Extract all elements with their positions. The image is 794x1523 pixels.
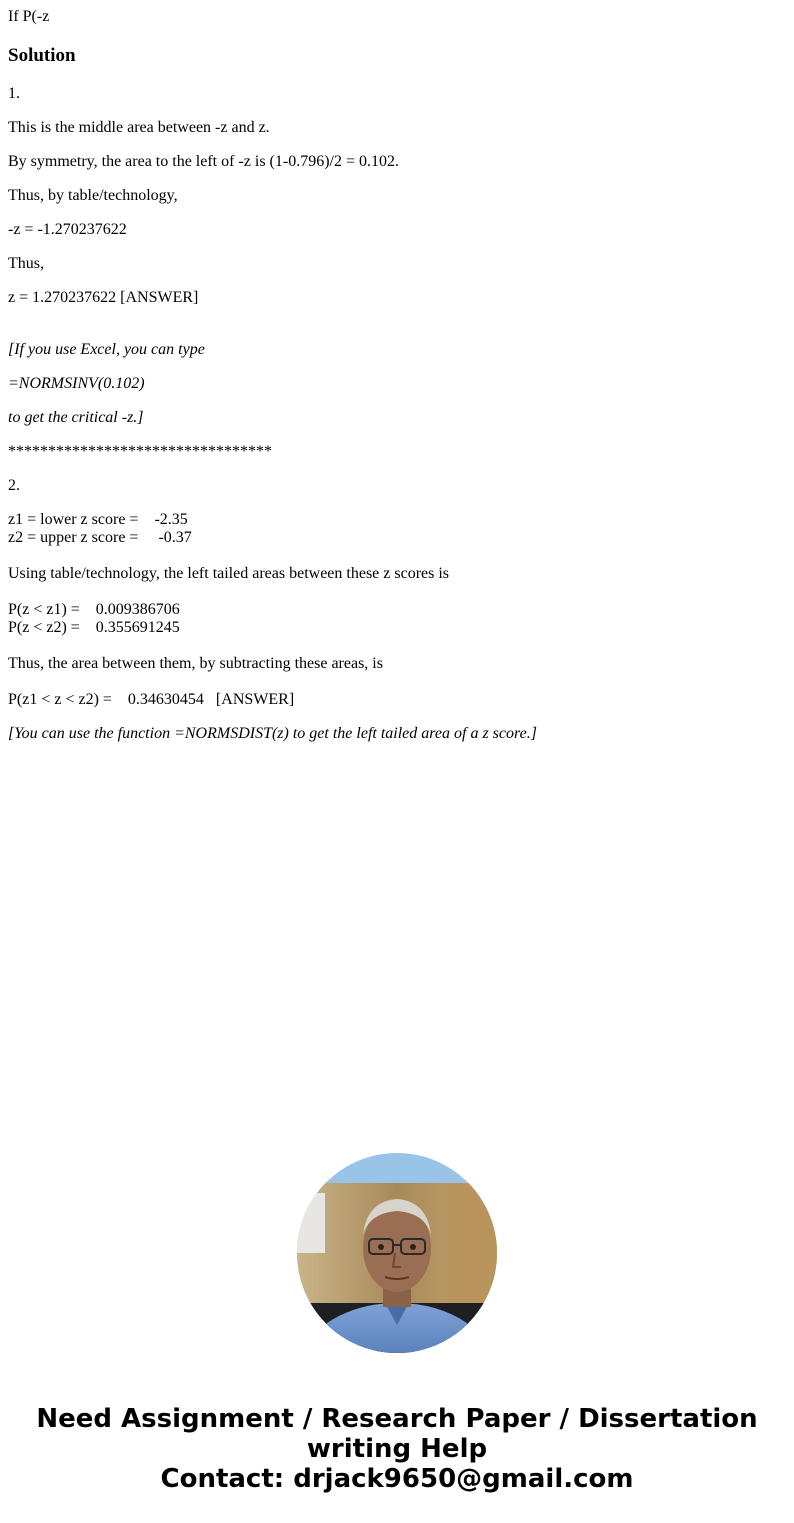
part1-line: By symmetry, the area to the left of -z is (1-0.796)/2 = 0.102. <box>8 153 399 170</box>
separator: ********************************* <box>8 443 272 460</box>
part1-line: This is the middle area between -z and z. <box>8 119 270 136</box>
promo-contact: Contact: drjack9650@gmail.com <box>160 1464 634 1494</box>
part2-number: 2. <box>8 477 20 494</box>
excel-formula: =NORMSINV(0.102) <box>8 375 145 392</box>
question-text: If P(-z <box>8 8 50 25</box>
p2-line: P(z < z2) = 0.355691245 <box>8 619 180 636</box>
excel-note: to get the critical -z.] <box>8 409 144 426</box>
part2-answer: P(z1 < z < z2) = 0.34630454 [ANSWER] <box>8 691 295 708</box>
excel-note: [If you use Excel, you can type <box>8 341 205 358</box>
part1-line: Thus, by table/technology, <box>8 187 178 204</box>
promo-line: Need Assignment / Research Paper / Dissertation <box>36 1404 758 1434</box>
promo-line: writing Help <box>306 1434 488 1464</box>
part2-line: Thus, the area between them, by subtracting these areas, is <box>8 655 383 672</box>
portrait-photo <box>297 1153 497 1353</box>
part2-line: Using table/technology, the left tailed areas between these z scores is <box>8 565 450 582</box>
author-avatar <box>297 1153 497 1353</box>
solution-heading: Solution <box>8 45 76 66</box>
part1-line: Thus, <box>8 255 44 272</box>
normsdist-note: [You can use the function =NORMSDIST(z) to get the left tailed area of a z score.] <box>8 725 537 742</box>
p1-line: P(z < z1) = 0.009386706 <box>8 601 180 618</box>
promo-banner <box>0 1404 794 1494</box>
part1-line: -z = -1.270237622 <box>8 221 127 238</box>
part1-number: 1. <box>8 85 20 102</box>
part1-answer: z = 1.270237622 [ANSWER] <box>8 289 199 306</box>
z1-line: z1 = lower z score = -2.35 <box>8 511 188 528</box>
z2-line: z2 = upper z score = -0.37 <box>8 529 192 546</box>
